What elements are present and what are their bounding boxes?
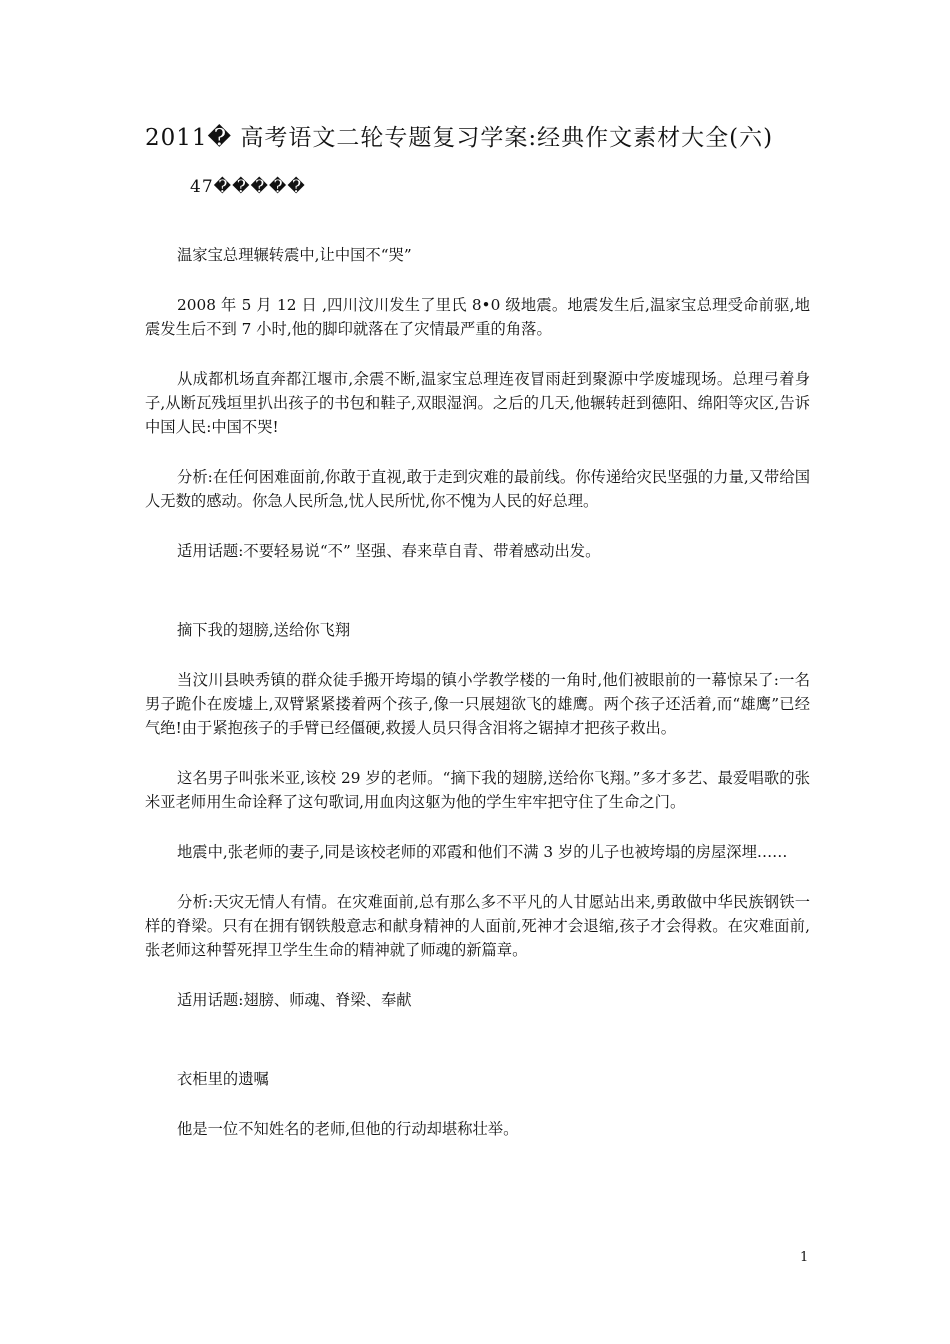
section-heading: 摘下我的翅膀,送给你飞翔 <box>177 621 351 639</box>
section-heading: 温家宝总理辗转震中,让中国不“哭” <box>177 246 412 264</box>
paragraph: 适用话题:翅膀、师魂、脊梁、奉献 <box>177 991 412 1009</box>
paragraph: 分析:在任何困难面前,你敢于直视,敢于走到灾难的最前线。你传递给灾民坚强的力量,又带给国人无数的感动。你急人民所急,忧人民所忧,你不愧为人民的好总理。 <box>145 468 810 510</box>
paragraph: 适用话题:不要轻易说“不” 坚强、春来草自青、带着感动出发。 <box>177 542 601 560</box>
paragraph: 2008 年 5 月 12 日 ,四川汶川发生了里氏 8•0 级地震。地震发生后,温家宝总理受命前驱,地震发生后不到 7 小时,他的脚印就落在了灾情最严重的角落。 <box>145 296 810 338</box>
paragraph: 这名男子叫张米亚,该校 29 岁的老师。“摘下我的翅膀,送给你飞翔。”多才多艺、最爱唱歌的张米亚老师用生命诠释了这句歌词,用血肉这躯为他的学生牢牢把守住了生命之门。 <box>145 769 810 811</box>
section-heading: 衣柜里的遗嘱 <box>177 1070 269 1088</box>
document-title: 2011� 高考语文二轮专题复习学案:经典作文素材大全(六) <box>145 125 774 151</box>
document-subtitle: 47����� <box>190 177 306 197</box>
paragraph: 他是一位不知姓名的老师,但他的行动却堪称壮举。 <box>177 1120 519 1138</box>
paragraph: 当汶川县映秀镇的群众徒手搬开垮塌的镇小学教学楼的一角时,他们被眼前的一幕惊呆了:一名男子跪仆在废墟上,双臂紧紧搂着两个孩子,像一只展翅欲飞的雄鹰。两个孩子还活着,而“雄鹰”已经气绝!由于紧抱孩子的手臂已经僵硬,救援人员只得含泪将之锯掉才把孩子救出。 <box>145 671 810 737</box>
paragraph: 从成都机场直奔都江堰市,余震不断,温家宝总理连夜冒雨赶到聚源中学废墟现场。总理弓着身子,从断瓦残垣里扒出孩子的书包和鞋子,双眼湿润。之后的几天,他辗转赶到德阳、绵阳等灾区,告诉中国人民:中国不哭! <box>145 370 810 436</box>
paragraph: 分析:天灾无情人有情。在灾难面前,总有那么多不平凡的人甘愿站出来,勇敢做中华民族钢铁一样的脊梁。只有在拥有钢铁般意志和献身精神的人面前,死神才会退缩,孩子才会得救。在灾难面前,张老师这种誓死捍卫学生生命的精神就了师魂的新篇章。 <box>145 893 810 959</box>
document-body <box>145 243 810 1141</box>
paragraph: 地震中,张老师的妻子,同是该校老师的邓霞和他们不满 3 岁的儿子也被垮塌的房屋深埋…… <box>177 843 788 861</box>
page-number: 1 <box>800 1250 809 1265</box>
